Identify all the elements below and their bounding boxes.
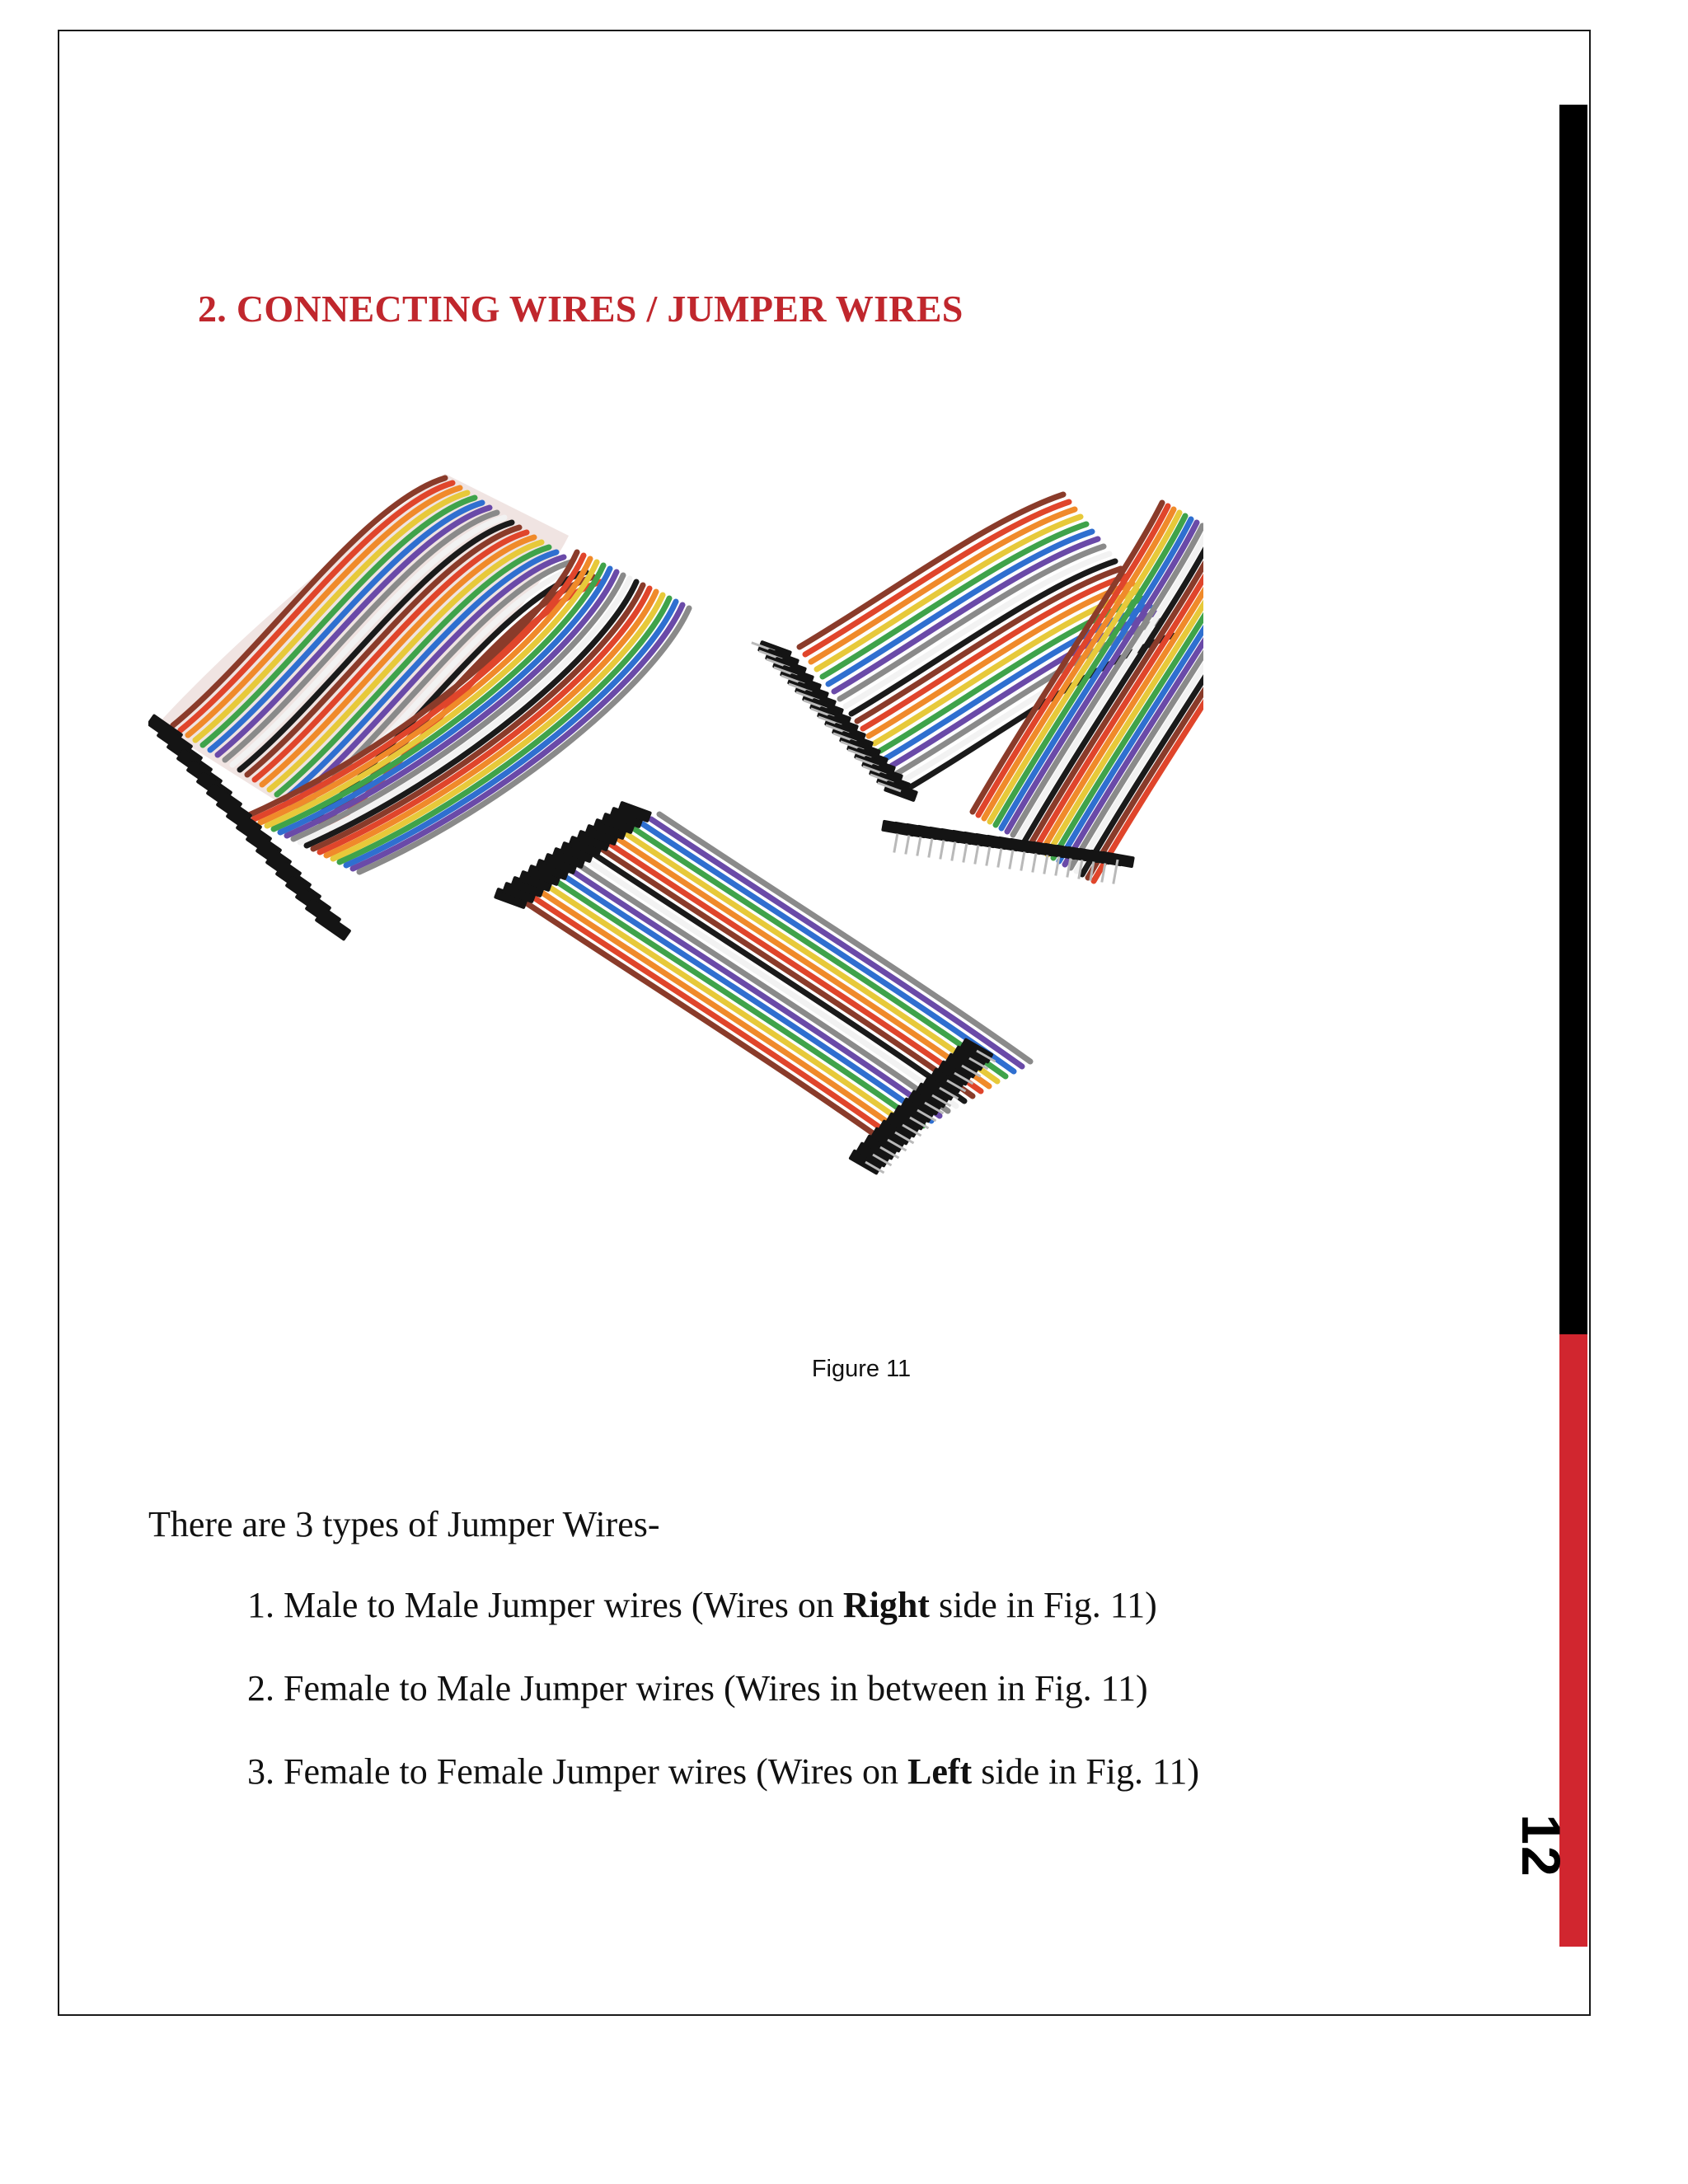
- figure-jumper-wires: [148, 354, 1203, 1302]
- side-accent-bar-black: [1559, 105, 1587, 1334]
- jumper-wires-illustration: [148, 354, 1203, 1302]
- list-item: 1. Male to Male Jumper wires (Wires on Right side in Fig. 11): [247, 1585, 1157, 1625]
- jumper-types-list: [247, 1581, 1199, 1830]
- section-heading: 2. CONNECTING WIRES / JUMPER WIRES: [198, 288, 964, 330]
- list-item: 3. Female to Female Jumper wires (Wires on Left side in Fig. 11): [247, 1751, 1200, 1792]
- intro-text: There are 3 types of Jumper Wires-: [148, 1504, 660, 1544]
- page-number: 12: [1511, 1814, 1572, 1878]
- figure-caption: Figure 11: [811, 1356, 912, 1382]
- list-item: 2. Female to Male Jumper wires (Wires in between in Fig. 11): [247, 1668, 1148, 1708]
